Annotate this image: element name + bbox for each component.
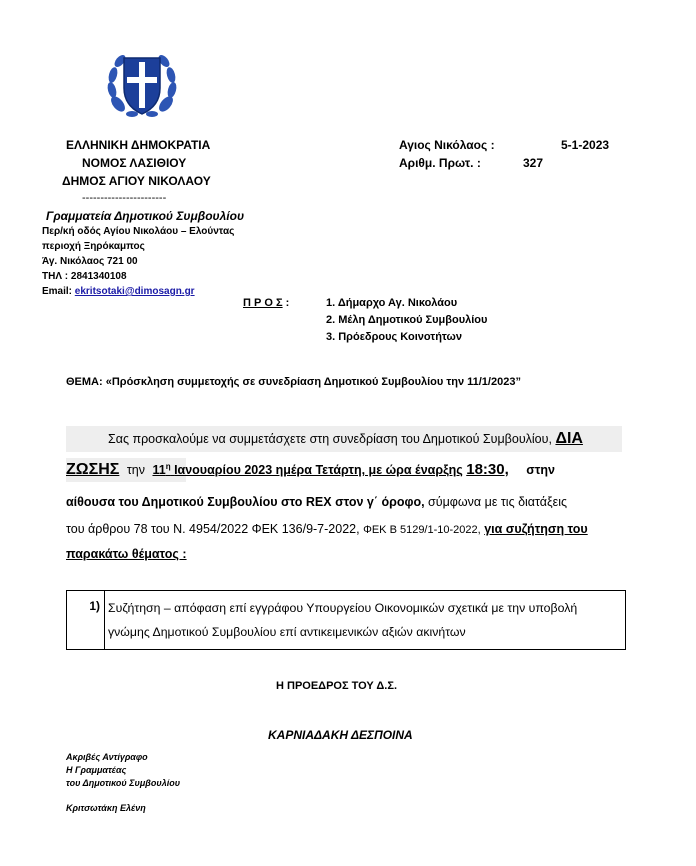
meeting-date — [152, 463, 462, 477]
municipality-name: ΔΗΜΟΣ ΑΓΙΟΥ ΝΙΚΟΛΑΟΥ — [62, 174, 211, 188]
agenda-number-cell — [67, 591, 105, 650]
signature-name: ΚΑΡΝΙΑΔΑΚΗ ΔΕΣΠΟΙΝΑ — [268, 728, 413, 742]
recipient-item: 1. Δήμαρχο Αγ. Νικολάου — [326, 297, 458, 309]
meeting-place: αίθουσα του Δημοτικού Συμβουλίου στο REX στον γ΄ όροφο, — [66, 495, 425, 509]
address-line-2: περιοχή Ξηρόκαμπος — [42, 241, 145, 252]
table-row — [67, 591, 626, 650]
agenda-number: 1) — [89, 599, 100, 613]
body-the: την — [126, 463, 145, 477]
body-law-reference: του άρθρου 78 του Ν. 4954/2022 ΦΕΚ 136/9-7-2022, — [66, 522, 360, 536]
certified-copy-line: Η Γραμματέας — [66, 765, 127, 775]
body-fek-reference: ΦΕΚ Β 5129/1-10-2022, — [363, 524, 481, 536]
secretary-name: Κριτσωτάκη Ελένη — [66, 803, 146, 813]
body-provisions: σύμφωνα με τις διατάξεις — [428, 495, 567, 509]
agenda-text-cell — [105, 591, 626, 650]
email-link[interactable]: ekritsotaki@dimosagn.gr — [74, 286, 195, 297]
coat-of-arms-emblem — [104, 44, 180, 124]
body-discussion: για συζήτηση του — [484, 522, 588, 536]
attendance-mode-part1: ΔΙΑ — [555, 430, 583, 447]
address-line-3: Άγ. Νικόλαος 721 00 — [42, 256, 138, 267]
header-separator: ----------------------- — [82, 192, 167, 204]
meeting-day: 11 — [152, 463, 166, 477]
body-line-4 — [66, 522, 588, 536]
phone-number: ΤΗΛ : 2841340108 — [42, 271, 127, 282]
recipient-item: 2. Μέλη Δημοτικού Συμβουλίου — [326, 314, 488, 326]
email-label: Email: — [42, 286, 73, 297]
protocol-number: 327 — [523, 156, 544, 170]
certified-copy-line: του Δημοτικού Συμβουλίου — [66, 778, 181, 788]
office-name: Γραμματεία Δημοτικού Συμβουλίου — [46, 209, 245, 223]
subject-line: ΘΕΜΑ: «Πρόσκληση συμμετοχής σε συνεδρίαση Δημοτικού Συμβουλίου την 11/1/2023” — [66, 376, 521, 388]
ordinal-suffix: η — [165, 461, 171, 471]
body-line-5: παρακάτω θέματος : — [66, 547, 187, 561]
body-invitation-text: Σας προσκαλούμε να συμμετάσχετε στη συνεδρίαση του Δημοτικού Συμβουλίου, — [108, 432, 552, 446]
body-line-1 — [108, 430, 583, 448]
body-line-2 — [66, 461, 555, 479]
certified-copy-line: Ακριβές Αντίγραφο — [66, 752, 148, 762]
document-date: 5-1-2023 — [561, 138, 610, 152]
recipients-colon: : — [285, 297, 290, 309]
agenda-table — [66, 590, 626, 650]
agenda-text-line: Συζήτηση – απόφαση επί εγγράφου Υπουργείου Οικονομικών σχετικά με την υποβολή — [108, 601, 578, 615]
prefecture-name: ΝΟΜΟΣ ΛΑΣΙΘΙΟΥ — [82, 156, 187, 170]
agenda-text-line: γνώμης Δημοτικού Συμβουλίου επί αντικειμενικών αξιών ακινήτων — [108, 625, 466, 639]
recipients-label: Π Ρ Ο Σ — [243, 297, 283, 309]
recipients-label-row — [243, 297, 289, 309]
country-name: ΕΛΛΗΝΙΚΗ ΔΗΜΟΚΡΑΤΙΑ — [66, 138, 211, 152]
signature-title: Η ΠΡΟΕΔΡΟΣ ΤΟΥ Δ.Σ. — [276, 680, 398, 692]
body-at: στην — [526, 463, 555, 477]
meeting-time: 18:30, — [466, 461, 509, 478]
address-line-1: Περ/κή οδός Αγίου Νικολάου – Ελούντας — [42, 226, 235, 237]
recipient-item: 3. Πρόεδρους Κοινοτήτων — [326, 331, 462, 343]
place-label: Αγιος Νικόλαος : — [399, 138, 495, 152]
email-row — [42, 286, 195, 297]
meeting-date-text: Ιανουαρίου 2023 ημέρα Τετάρτη, με ώρα έναρξης — [174, 463, 463, 477]
protocol-label: Αριθμ. Πρωτ. : — [399, 156, 481, 170]
body-line-3 — [66, 495, 567, 509]
attendance-mode-part2: ΖΩΣΗΣ — [66, 461, 120, 478]
